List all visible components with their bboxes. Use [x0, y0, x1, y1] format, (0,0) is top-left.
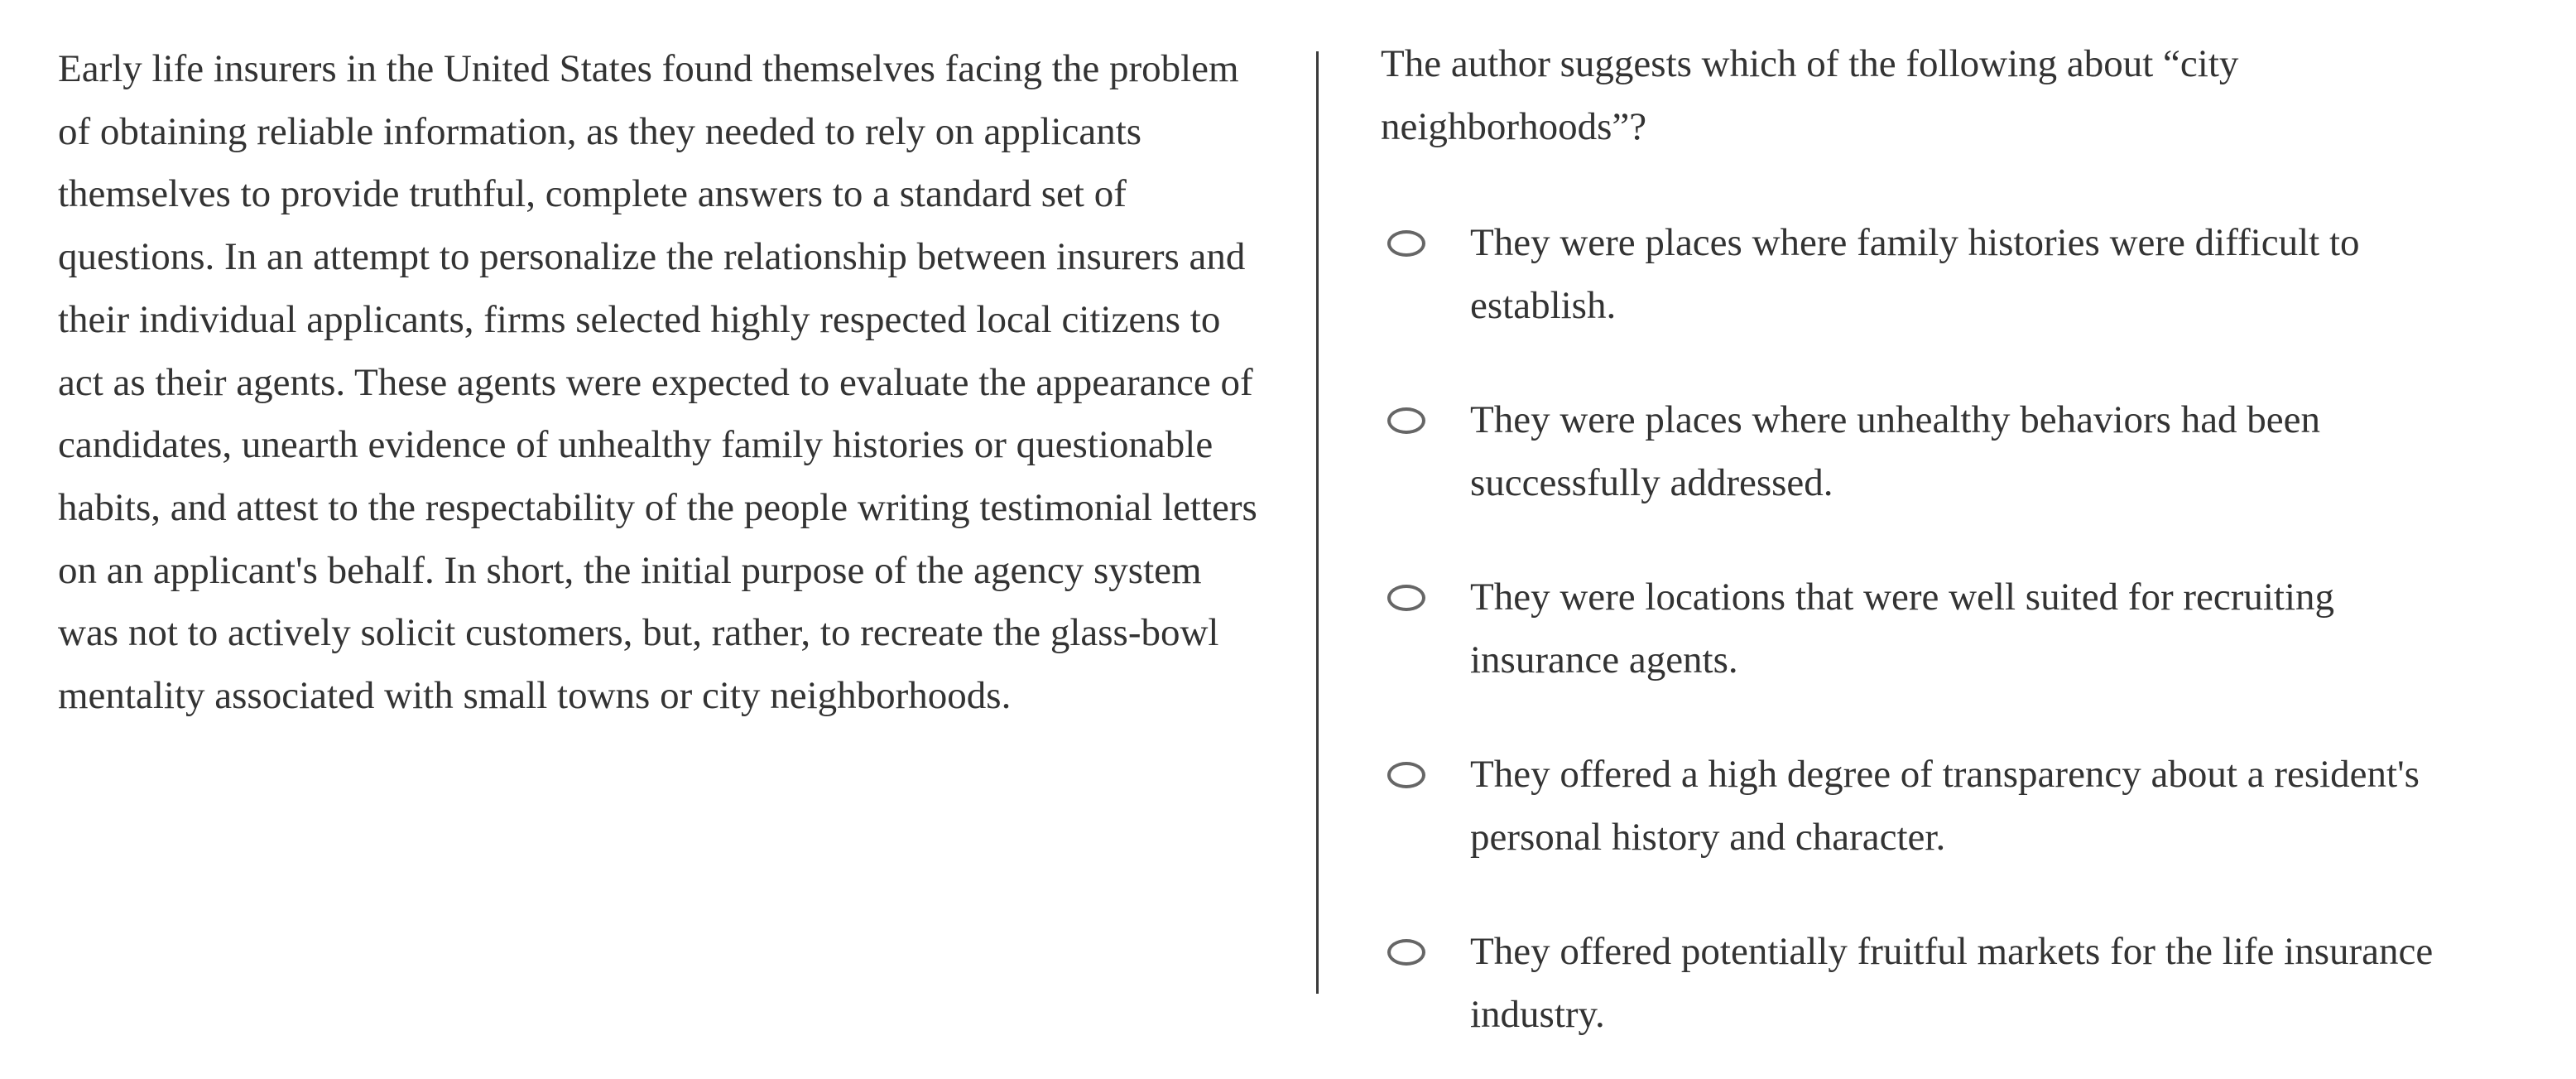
radio-button-icon[interactable] [1387, 230, 1425, 257]
answer-choice-label: They were places where family histories were difficult to establish. [1470, 221, 2360, 327]
question-stem: The author suggests which of the following about “city neighborhoods”? [1381, 42, 2239, 148]
radio-button-icon[interactable] [1387, 407, 1425, 434]
radio-button-icon[interactable] [1387, 585, 1425, 611]
radio-button-icon[interactable] [1387, 939, 1425, 966]
answer-choice-label: They were places where unhealthy behaviors had been successfully addressed. [1470, 398, 2321, 504]
pane-divider [1316, 51, 1319, 994]
question-pane [1381, 33, 2482, 1036]
answer-choice-label: They offered a high degree of transparency about a resident's personal history and character. [1470, 753, 2420, 859]
answer-choice-label: They were locations that were well suited for recruiting insurance agents. [1470, 576, 2335, 682]
reading-passage: Early life insurers in the United States found themselves facing the problem of obtaining reliable information, as they needed to rely on applicants themselves to provide truthful, complete answers to a standard set of questions. In an attempt to personalize the relationship between insurers and their individual applicants, firms selected highly respected local citizens to act as their agents. These agents were expected to evaluate the appearance of candidates, unearth evidence of unhealthy family histories or questionable habits, and attest to the respectability of the people writing testimonial letters on an applicant's behalf. In short, the initial purpose of the agency system was not to actively solicit customers, but, rather, to recreate the glass-bowl mentality associated with small towns or city neighborhoods. [58, 47, 1257, 718]
answer-choice-label: They offered potentially fruitful markets for the life insurance industry. [1470, 930, 2434, 1036]
radio-button-icon[interactable] [1387, 762, 1425, 788]
